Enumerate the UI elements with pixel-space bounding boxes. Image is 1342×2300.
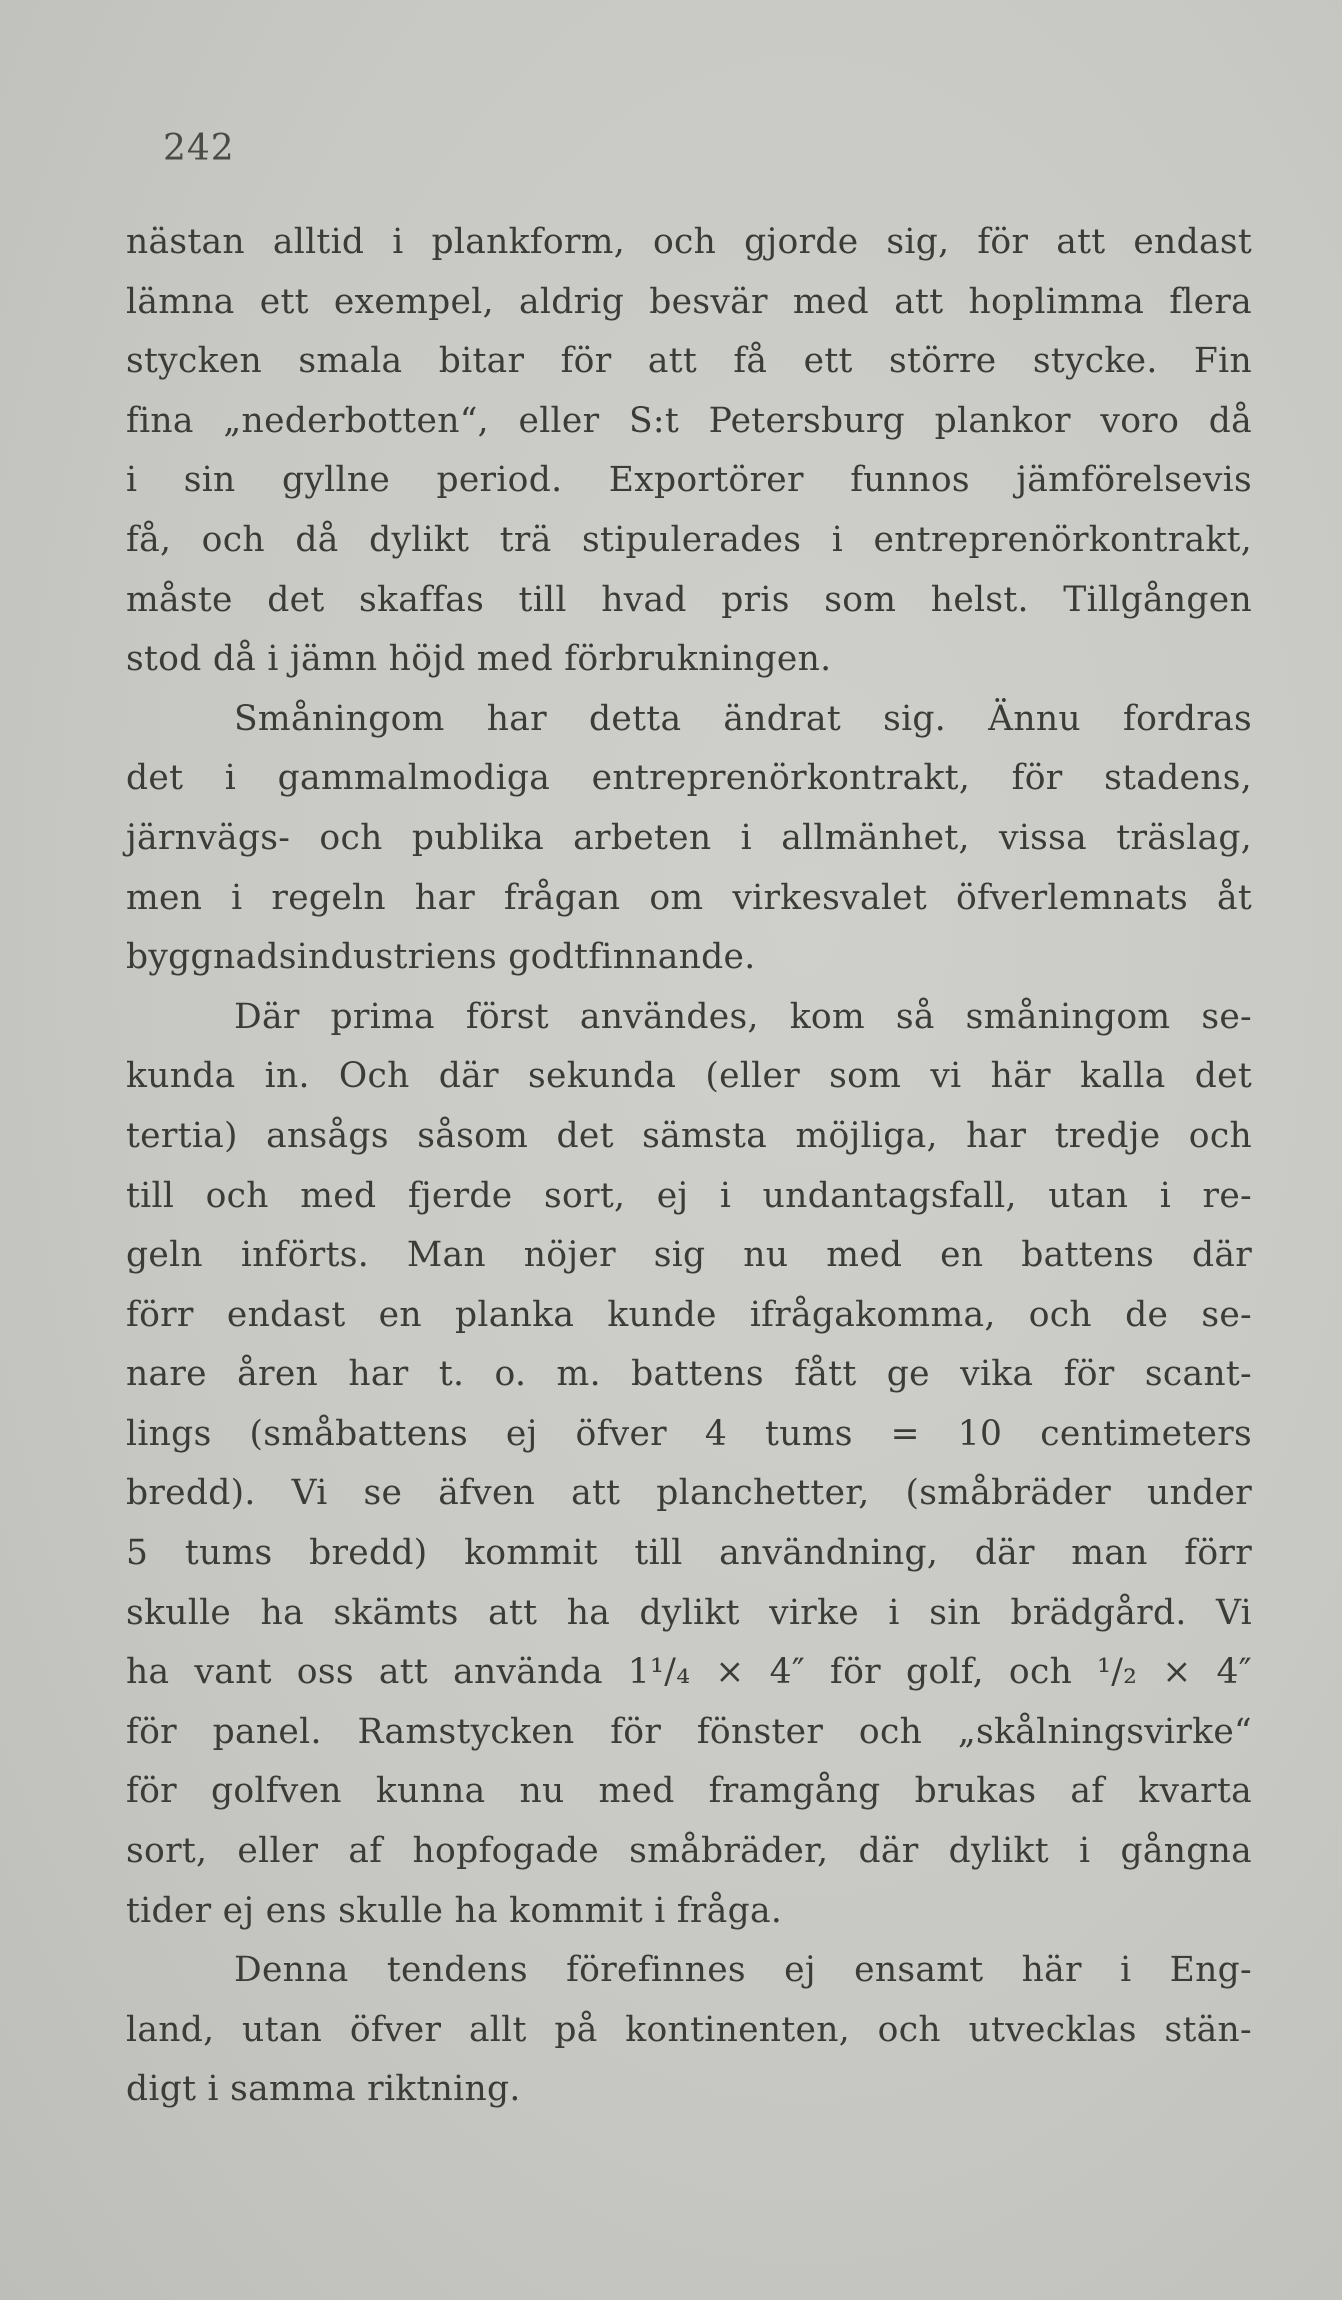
text-line: nare åren har t. o. m. battens fått ge vika för scant- (126, 1354, 1252, 1395)
text-line: land, utan öfver allt på kontinenten, och utvecklas stän- (126, 2009, 1252, 2050)
text-line: Denna tendens förefinnes ej ensamt här i Eng- (234, 1950, 1252, 1991)
text-line: sort, eller af hopfogade småbräder, där dylikt i gångna (126, 1831, 1252, 1872)
text-line: lämna ett exempel, aldrig besvär med att hoplimma flera (126, 281, 1252, 322)
text-line: Småningom har detta ändrat sig. Ännu fordras (234, 698, 1252, 739)
text-line: men i regeln har frågan om virkesvalet öfverlemnats åt (126, 877, 1252, 918)
text-line: för panel. Ramstycken för fönster och „skålningsvirke“ (126, 1711, 1252, 1752)
text-line: förr endast en planka kunde ifrågakomma, och de se- (126, 1294, 1252, 1335)
text-line: nästan alltid i plankform, och gjorde sig, för att endast (126, 222, 1252, 262)
text-line: måste det skaffas till hvad pris som helst. Tillgången (126, 579, 1252, 620)
body-text (126, 213, 1252, 2120)
text-line: stycken smala bitar för att få ett större stycke. Fin (126, 341, 1252, 382)
text-line: få, och då dylikt trä stipulerades i entreprenörkontrakt, (126, 519, 1252, 560)
text-line: 5 tums bredd) kommit till användning, där man förr (126, 1533, 1252, 1574)
text-line: tertia) ansågs såsom det sämsta möjliga, har tredje och (126, 1115, 1252, 1156)
text-line: fina „nederbotten“, eller S:t Petersburg plankor voro då (126, 400, 1252, 441)
text-line: bredd). Vi se äfven att planchetter, (småbräder under (126, 1473, 1252, 1514)
text-line: ha vant oss att använda 1¹/₄ × 4″ för golf, och ¹/₂ × 4″ (126, 1652, 1252, 1693)
text-line: lings (småbattens ej öfver 4 tums = 10 centimeters (126, 1413, 1252, 1454)
text-line: byggnadsindustriens godtfinnande. (126, 937, 756, 978)
text-line: till och med fjerde sort, ej i undantagsfall, utan i re- (126, 1175, 1252, 1216)
text-line: geln införts. Man nöjer sig nu med en battens där (126, 1235, 1252, 1276)
text-line: kunda in. Och där sekunda (eller som vi här kalla det (126, 1056, 1252, 1097)
text-line: skulle ha skämts att ha dylikt virke i sin brädgård. Vi (126, 1592, 1252, 1633)
text-line: för golfven kunna nu med framgång brukas af kvarta (126, 1771, 1252, 1812)
text-line: tider ej ens skulle ha kommit i fråga. (126, 1890, 783, 1931)
text-line: stod då i jämn höjd med förbrukningen. (126, 639, 832, 680)
text-line: Där prima först användes, kom så småningom se- (234, 996, 1252, 1037)
text-line: digt i samma riktning. (126, 2069, 521, 2110)
text-line: järnvägs- och publika arbeten i allmänhet, vissa träslag, (126, 817, 1252, 858)
text-line: i sin gyllne period. Exportörer funnos jämförelsevis (126, 460, 1252, 501)
page-number: 242 (163, 128, 235, 169)
text-line: det i gammalmodiga entreprenörkontrakt, för stadens, (126, 758, 1252, 799)
